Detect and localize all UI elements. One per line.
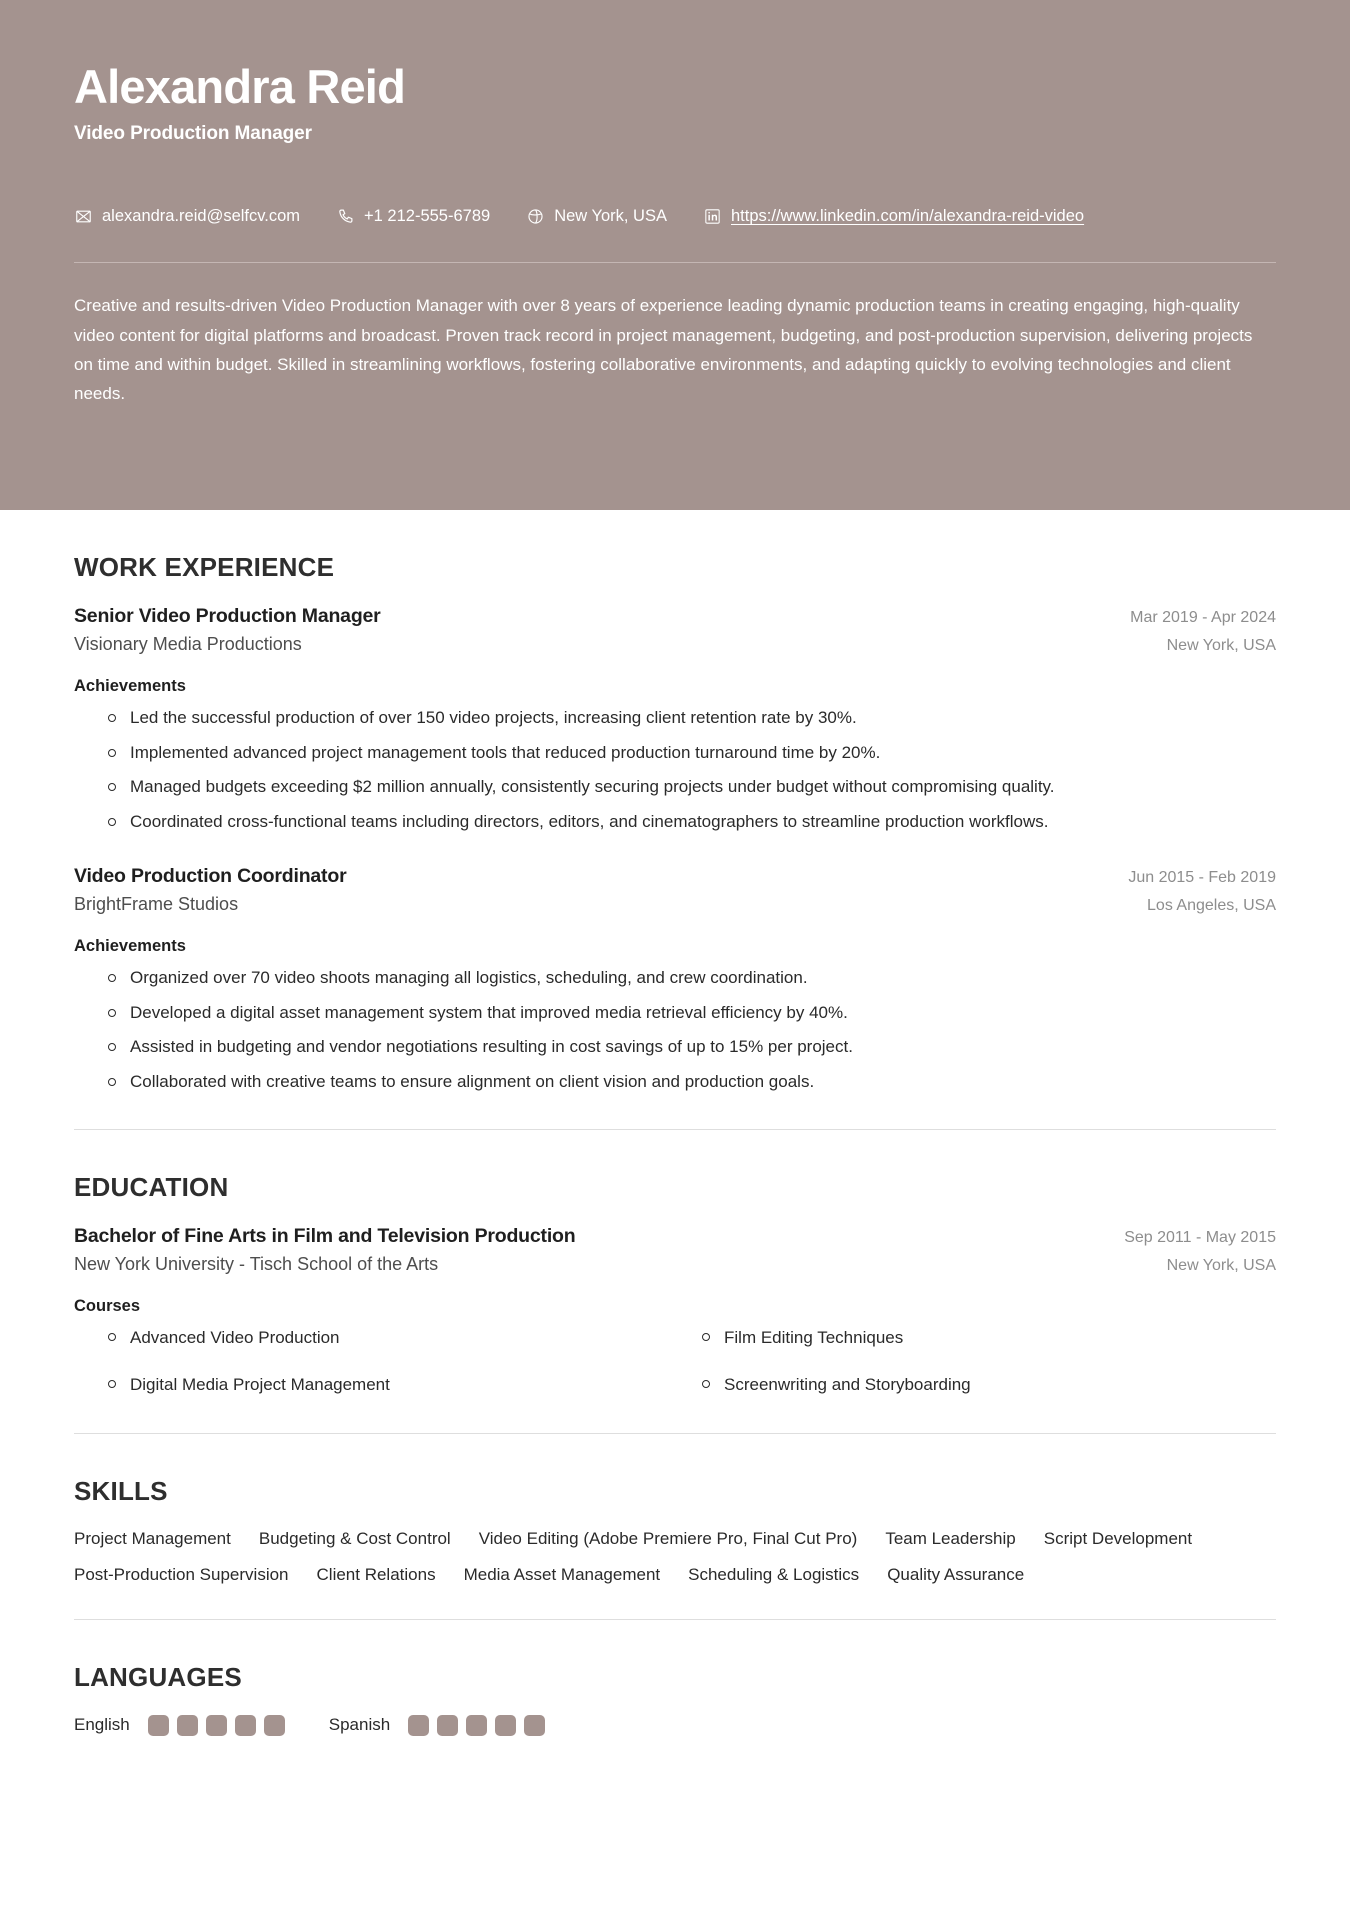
entry-date: Jun 2015 - Feb 2019	[1128, 869, 1276, 887]
entry-title: Senior Video Production Manager	[74, 605, 381, 627]
entry-organization: BrightFrame Studios	[74, 894, 239, 915]
entry-title: Video Production Coordinator	[74, 865, 347, 888]
section-languages	[74, 1620, 1276, 1736]
language-level-meter	[148, 1715, 285, 1736]
resume-header	[0, 0, 1350, 510]
language-item	[74, 1715, 285, 1736]
entry-location: New York, USA	[1166, 637, 1276, 654]
skill-item: Video Editing (Adobe Premiere Pro, Final Cut Pro)	[478, 1528, 858, 1548]
entry-header	[74, 605, 1276, 628]
entry-location: Los Angeles, USA	[1147, 897, 1276, 915]
work-entry-list	[74, 605, 1276, 1095]
skill-item: Client Relations	[316, 1564, 436, 1584]
skill-item: Team Leadership	[885, 1528, 1016, 1548]
course-item: Screenwriting and Storyboarding	[702, 1371, 1276, 1398]
achievement-list	[74, 704, 1276, 835]
entry-date: Sep 2011 - May 2015	[1124, 1229, 1276, 1247]
entry-header	[74, 1225, 1276, 1248]
job-title: Video Production Manager	[74, 123, 312, 145]
section-heading-languages: LANGUAGES	[74, 1661, 242, 1692]
entry-subheader	[74, 1254, 1276, 1275]
section-skills	[74, 1434, 1276, 1620]
contact-label[interactable]: https://www.linkedin.com/in/alexandra-reid-video	[731, 207, 1085, 226]
language-level-square	[235, 1715, 256, 1736]
course-item: Film Editing Techniques	[702, 1324, 1276, 1351]
language-level-square	[524, 1715, 545, 1736]
skill-item: Post-Production Supervision	[74, 1564, 289, 1584]
resume-body	[0, 510, 1350, 1736]
professional-summary: Creative and results-driven Video Production Manager with over 8 years of experience leading dynamic production teams in creating engaging, high-quality video content for digital platforms and broadcast. Proven track record in project management, budgeting, and post-production supervision, delivering projects on time and within budget. Skilled in streamlining workflows, fostering collaborative environments, and adapting quickly to evolving technologies and client needs.	[74, 296, 1253, 404]
contact-row	[74, 207, 1276, 226]
skill-item: Budgeting & Cost Control	[258, 1528, 451, 1548]
language-level-square	[148, 1715, 169, 1736]
course-list	[74, 1324, 1276, 1398]
skill-list	[74, 1529, 1276, 1585]
entry-sub-label: Achievements	[74, 677, 186, 695]
entry-location: New York, USA	[1166, 1257, 1276, 1275]
entry-subheader	[74, 634, 1276, 655]
skill-item: Scheduling & Logistics	[688, 1564, 860, 1584]
entry-organization: New York University - Tisch School of the Arts	[74, 1254, 439, 1275]
achievement-item: Collaborated with creative teams to ensure alignment on client vision and production goals.	[108, 1068, 1276, 1096]
entry	[74, 865, 1276, 1095]
entry-sub-label: Achievements	[74, 937, 186, 956]
contact-item-linkedin[interactable]	[703, 207, 1084, 226]
language-level-square	[177, 1715, 198, 1736]
skill-item: Project Management	[74, 1528, 231, 1548]
language-name: English	[74, 1715, 130, 1735]
achievement-item: Developed a digital asset management system that improved media retrieval efficiency by 40%.	[108, 999, 1276, 1027]
achievement-item: Assisted in budgeting and vendor negotiations resulting in cost savings of up to 15% per project.	[108, 1033, 1276, 1061]
envelope-icon	[74, 207, 93, 226]
section-heading-skills: SKILLS	[74, 1475, 168, 1506]
language-list	[74, 1715, 1276, 1736]
contact-item-phone	[336, 207, 490, 226]
linkedin-icon	[703, 207, 722, 226]
course-item: Advanced Video Production	[108, 1324, 682, 1351]
language-level-square	[206, 1715, 227, 1736]
section-education	[74, 1130, 1276, 1433]
entry-subheader	[74, 894, 1276, 915]
section-work-experience	[74, 510, 1276, 1130]
language-level-square	[437, 1715, 458, 1736]
language-level-square	[466, 1715, 487, 1736]
skill-item: Media Asset Management	[463, 1564, 661, 1584]
course-item: Digital Media Project Management	[108, 1371, 682, 1398]
entry-date: Mar 2019 - Apr 2024	[1130, 609, 1276, 626]
achievement-item: Implemented advanced project management tools that reduced production turnaround time by 20%.	[108, 739, 1276, 767]
section-heading-education: EDUCATION	[74, 1172, 229, 1203]
achievement-item: Coordinated cross-functional teams including directors, editors, and cinematographers to streamline production workflows.	[108, 808, 1276, 836]
entry	[74, 605, 1276, 835]
contact-item-globe	[526, 207, 667, 226]
language-level-meter	[408, 1715, 545, 1736]
language-level-square	[495, 1715, 516, 1736]
contact-label: New York, USA	[554, 207, 667, 226]
contact-label: alexandra.reid@selfcv.com	[102, 207, 301, 226]
language-level-square	[264, 1715, 285, 1736]
language-item	[329, 1715, 545, 1736]
section-heading-work: WORK EXPERIENCE	[74, 552, 335, 582]
contact-item-envelope	[74, 207, 300, 226]
achievement-item: Led the successful production of over 150 video projects, increasing client retention rate by 30%.	[108, 704, 1276, 732]
education-entry-list	[74, 1225, 1276, 1398]
achievement-item: Managed budgets exceeding $2 million annually, consistently securing projects under budget without compromising quality.	[108, 773, 1276, 801]
globe-icon	[526, 207, 545, 226]
header-divider	[74, 262, 1276, 263]
phone-icon	[336, 207, 355, 226]
language-level-square	[408, 1715, 429, 1736]
entry-sub-label: Courses	[74, 1297, 141, 1316]
achievement-list	[74, 964, 1276, 1095]
language-name: Spanish	[328, 1715, 391, 1735]
skill-item: Quality Assurance	[887, 1564, 1025, 1584]
entry	[74, 1225, 1276, 1398]
entry-title: Bachelor of Fine Arts in Film and Television Production	[74, 1225, 576, 1248]
contact-label: +1 212-555-6789	[364, 207, 491, 226]
achievement-item: Organized over 70 video shoots managing all logistics, scheduling, and crew coordination.	[108, 964, 1276, 992]
page-title: Alexandra Reid	[74, 60, 405, 113]
skill-item: Script Development	[1043, 1528, 1193, 1548]
entry-header	[74, 865, 1276, 888]
entry-organization: Visionary Media Productions	[74, 634, 302, 654]
